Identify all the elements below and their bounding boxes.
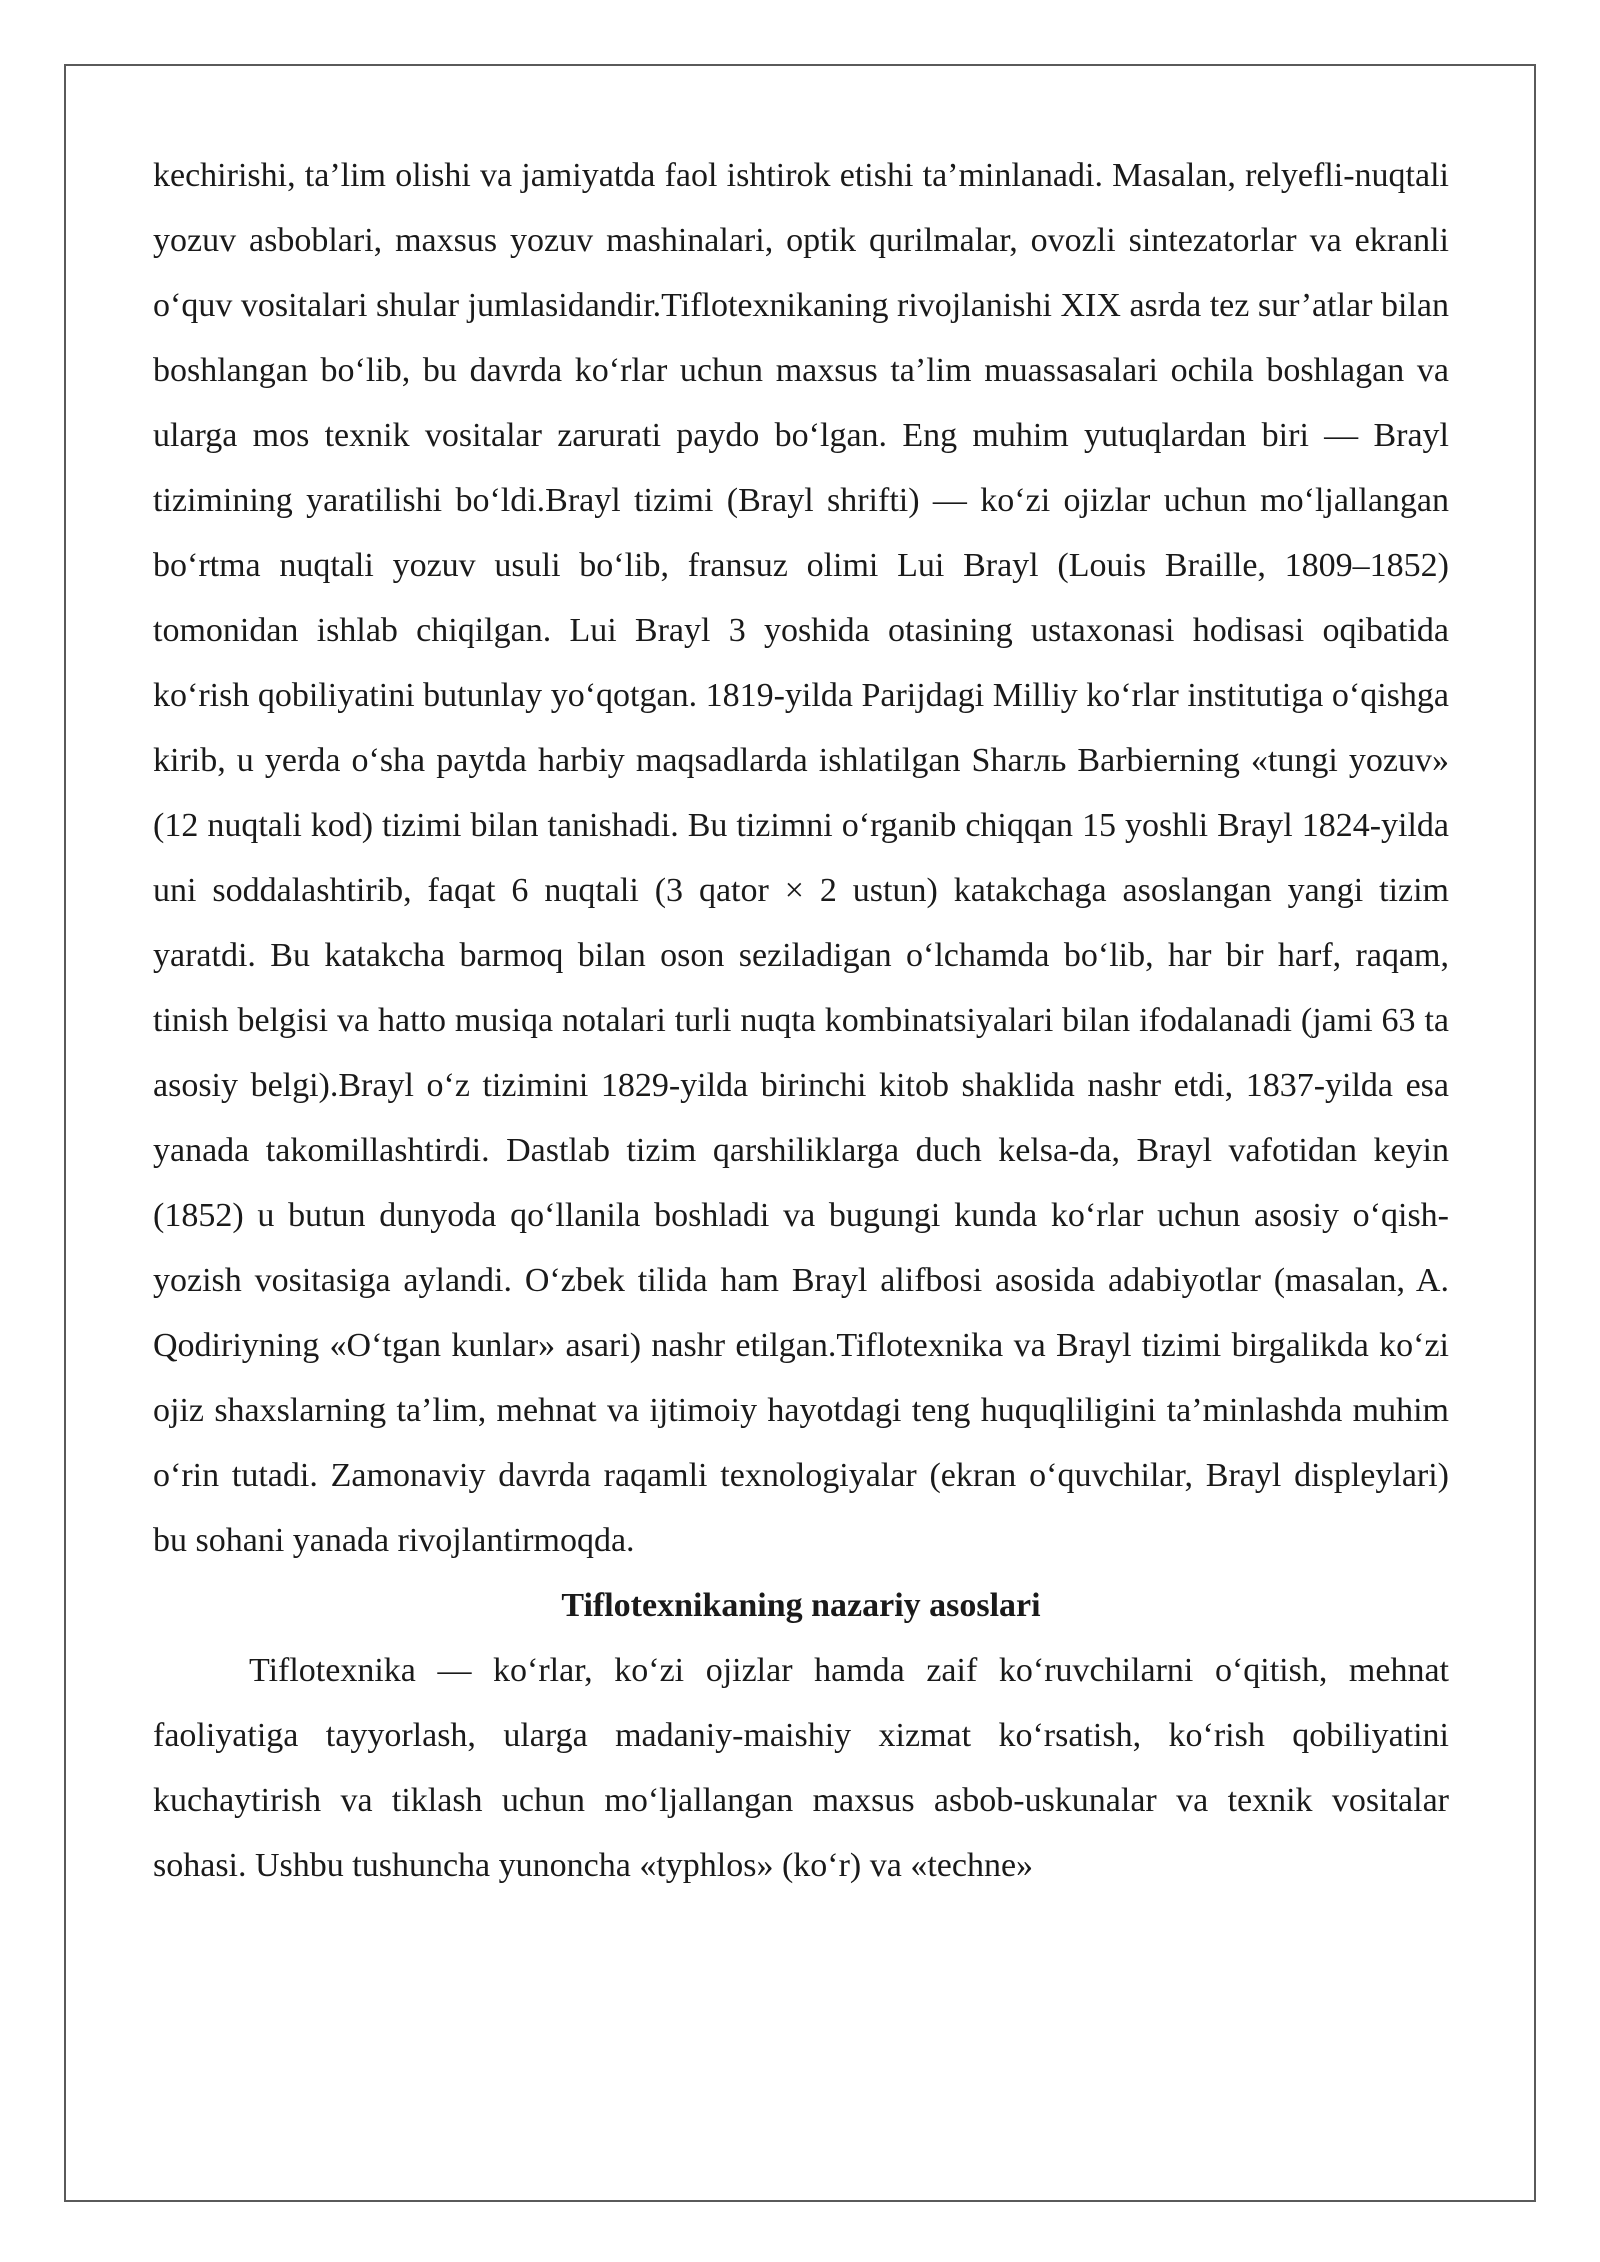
body-paragraph: kechirishi, ta’lim olishi va jamiyatda faol ishtirok etishi ta’minlanadi. Masalan, relyefli-nuqtali yozuv asboblari, maxsus yozuv mashinalari, optik qurilmalar, ovozli sintezatorlar va ekranli oʻquv vositalari shular jumlasidandir.Tiflotexnikaning rivojlanishi XIX asrda tez sur’atlar bilan boshlangan boʻlib, bu davrda koʻrlar uchun maxsus ta’lim muassasalari ochila boshlagan va ularga mos texnik vositalar zarurati paydo boʻlgan. Eng muhim yutuqlardan biri — Brayl tizimining yaratilishi boʻldi.Brayl tizimi (Brayl shrifti) — koʻzi ojizlar uchun moʻljallangan boʻrtma nuqtali yozuv usuli boʻlib, fransuz olimi Lui Brayl (Louis Braille, 1809–1852) tomonidan ishlab chiqilgan. Lui Brayl 3 yoshida otasining ustaxonasi hodisasi oqibatida koʻrish qobiliyatini butunlay yoʻqotgan. 1819-yilda Parijdagi Milliy koʻrlar institutiga oʻqishga kirib, u yerda oʻsha paytda harbiy maqsadlarda ishlatilgan Sharль Barbierning «tungi yozuv» (12 nuqtali kod) tizimi bilan tanishadi. Bu tizimni oʻrganib chiqqan 15 yoshli Brayl 1824-yilda uni soddalashtirib, faqat 6 nuqtali (3 qator × 2 ustun) katakchaga asoslangan yangi tizim yaratdi. Bu katakcha barmoq bilan oson seziladigan oʻlchamda boʻlib, har bir harf, raqam, tinish belgisi va hatto musiqa notalari turli nuqta kombinatsiyalari bilan ifodalanadi (jami 63 ta asosiy belgi).Brayl oʻz tizimini 1829-yilda birinchi kitob shaklida nashr etdi, 1837-yilda esa yanada takomillashtirdi. Dastlab tizim qarshiliklarga duch kelsa-da, Brayl vafotidan keyin (1852) u butun dunyoda qoʻllanila boshladi va bugungi kunda koʻrlar uchun asosiy oʻqish-yozish vositasiga aylandi. Oʻzbek tilida ham Brayl alifbosi asosida adabiyotlar (masalan, A. Qodiriyning «Oʻtgan kunlar» asari) nashr etilgan.Tiflotexnika va Brayl tizimi birgalikda koʻzi ojiz shaxslarning ta’lim, mehnat va ijtimoiy hayotdagi teng huquqliligini ta’minlashda muhim oʻrin tutadi. Zamonaviy davrda raqamli texnologiyalar (ekran oʻquvchilar, Brayl displeylari) bu sohani yanada rivojlantirmoqda. <box>153 157 1449 1559</box>
document-body <box>153 143 1449 1898</box>
body-paragraph: Tiflotexnika — koʻrlar, koʻzi ojizlar hamda zaif koʻruvchilarni oʻqitish, mehnat faoliyatiga tayyorlash, ularga madaniy-maishiy xizmat koʻrsatish, koʻrish qobiliyatini kuchaytirish va tiklash uchun moʻljallangan maxsus asbob-uskunalar va texnik vositalar sohasi. Ushbu tushuncha yunoncha «typhlos» (koʻr) va «techne» <box>153 1652 1449 1884</box>
section-heading: Tiflotexnikaning nazariy asoslari <box>561 1587 1041 1624</box>
